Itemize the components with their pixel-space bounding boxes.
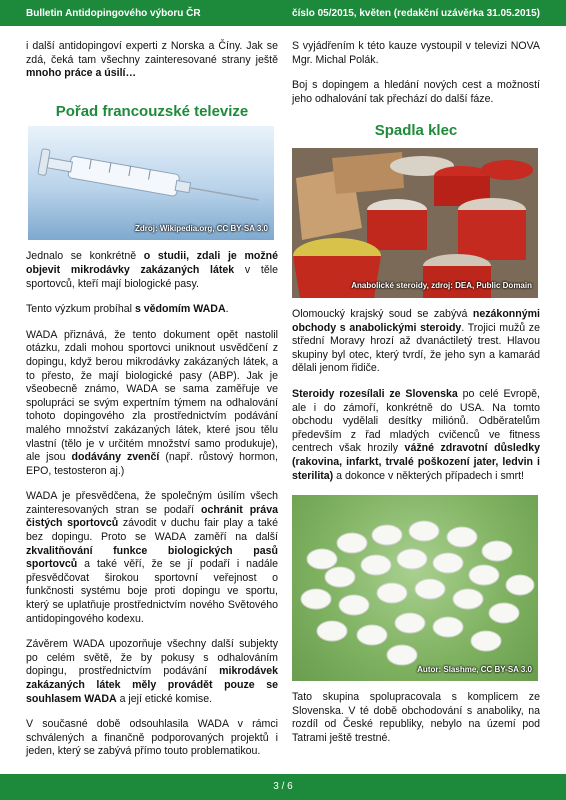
issue-info: číslo 05/2015, květen (redakční uzávěrka 31.05.2015) <box>292 8 540 19</box>
paragraph: Tento výzkum probíhal s vědomím WADA. <box>26 303 229 316</box>
paragraph: Olomoucký krajský soud se zabývá nezákonnými obchody s anabolickými steroidy. Trojici mužů ze střední Moravy hrozí až dvanáctiletý trest. Hlavou skupiny byl otec, který tvrdí, že jeho syn a kamarád dělali jenom řidiče. <box>292 307 540 375</box>
steroids-buckets-icon <box>292 148 538 298</box>
bulletin-title: Bulletin Antidopingového výboru ČR <box>26 8 201 19</box>
page-number: 3 / 6 <box>273 781 293 792</box>
header-bar <box>0 0 566 26</box>
pills-icon <box>292 495 538 681</box>
image-caption: Zdroj: Wikipedia.org, CC BY-SA 3.0 <box>135 223 268 233</box>
paragraph: Boj s dopingem a hledání nových cest a možností jeho odhalování tak přechází do další fáze. <box>292 79 540 105</box>
paragraph: Závěrem WADA upozorňuje všechny další subjekty po celém světě, že by pokusy s odhalováním dopingu, prostřednictvím podávání mikrodávek zakázaných látek měly provádět pouze se souhlasem WADA a její etické komise. <box>26 638 278 705</box>
paragraph: WADA je přesvědčena, že společným úsilím všech zainteresovaných stran se podaří ochránit práva čistých sportovců závodit v duchu fair play a také bez dopingu. Proto se WADA zaměří na další zkvalitňování funkce biologických pasů sportovců a také věří, že se jí podaří i nadále přesvědčovat širokou sportovní veřejnost o funkčnosti systému boje proti dopingu ve sportu, který se uplatňuje prostřednictvím nového Světového antidopingového kodexu. <box>26 490 278 625</box>
section-heading-french-tv: Pořad francouzské televize <box>55 102 249 120</box>
paragraph: Steroidy rozesílali ze Slovenska po celé Evropě, ale i do zámoří, konkrétně do USA. Na tomto obchodu vydělali desítky miliónů. Odběratelům především z řad mladých cvičenců ve fitness centrech však hrozily vážné zdravotní důsledky (rakovina, infarkt, trvalé poškození jater, ledvin i sterilita) a dokonce v některých případech i smrt! <box>292 387 541 482</box>
image-caption: Autor: Slashme, CC BY-SA 3.0 <box>417 664 532 674</box>
paragraph: WADA přiznává, že tento dokument opět nastolil otázku, zdali mohou sportovci uniknout usvědčení z dopingu, když berou mikrodávky zakázaných látek, a to přesto, že mají biologické pasy (ABP). Jak je všeobecně známo, WADA se sama zaměřuje ve spolupráci se svým expertním týmem na odhalování tohoto dopingového zla prostřednictvím podávání malého množství zakázaných látek, které jsou tělu vlastní (tělo je v určitém množství samo produkuje), ale jsou dodávány zvenčí (např. růstový hormon, EPO, testosteron aj.) <box>26 328 279 477</box>
paragraph: Jednalo se konkrétně o studii, zdali je možné objevit mikrodávky zakázaných látek v těle sportovců, kteří mají biologické pasy. <box>26 250 279 290</box>
right-column <box>292 40 540 757</box>
syringe-image <box>28 126 274 240</box>
paragraph: S vyjádřením k této kauze vystoupil v televizi NOVA Mgr. Michal Polák. <box>292 40 540 66</box>
steroids-image <box>292 148 538 298</box>
image-caption: Anabolické steroidy, zdroj: DEA, Public Domain <box>351 281 532 291</box>
paragraph: Tato skupina spolupracovala s komplicem ze Slovenska. V té době obchodování s anaboliky, na rozdíl od České republiky, nebylo na území pod Tatrami ještě trestné. <box>292 691 540 744</box>
left-column <box>26 40 278 771</box>
paragraph: V současné době odsouhlasila WADA v rámci schválených a finančně podporovaných projektů i jeden, který se zabývá přímo touto problematikou. <box>26 718 278 758</box>
section-heading-spadla-klec: Spadla klec <box>374 122 458 140</box>
intro-paragraph: i další antidopingoví experti z Norska a Číny. Jak se zdá, čeká tam všechny zainteresované strany ještě mnoho práce a úsilí… <box>26 40 278 80</box>
footer-bar <box>0 774 566 800</box>
pills-image <box>292 495 538 681</box>
